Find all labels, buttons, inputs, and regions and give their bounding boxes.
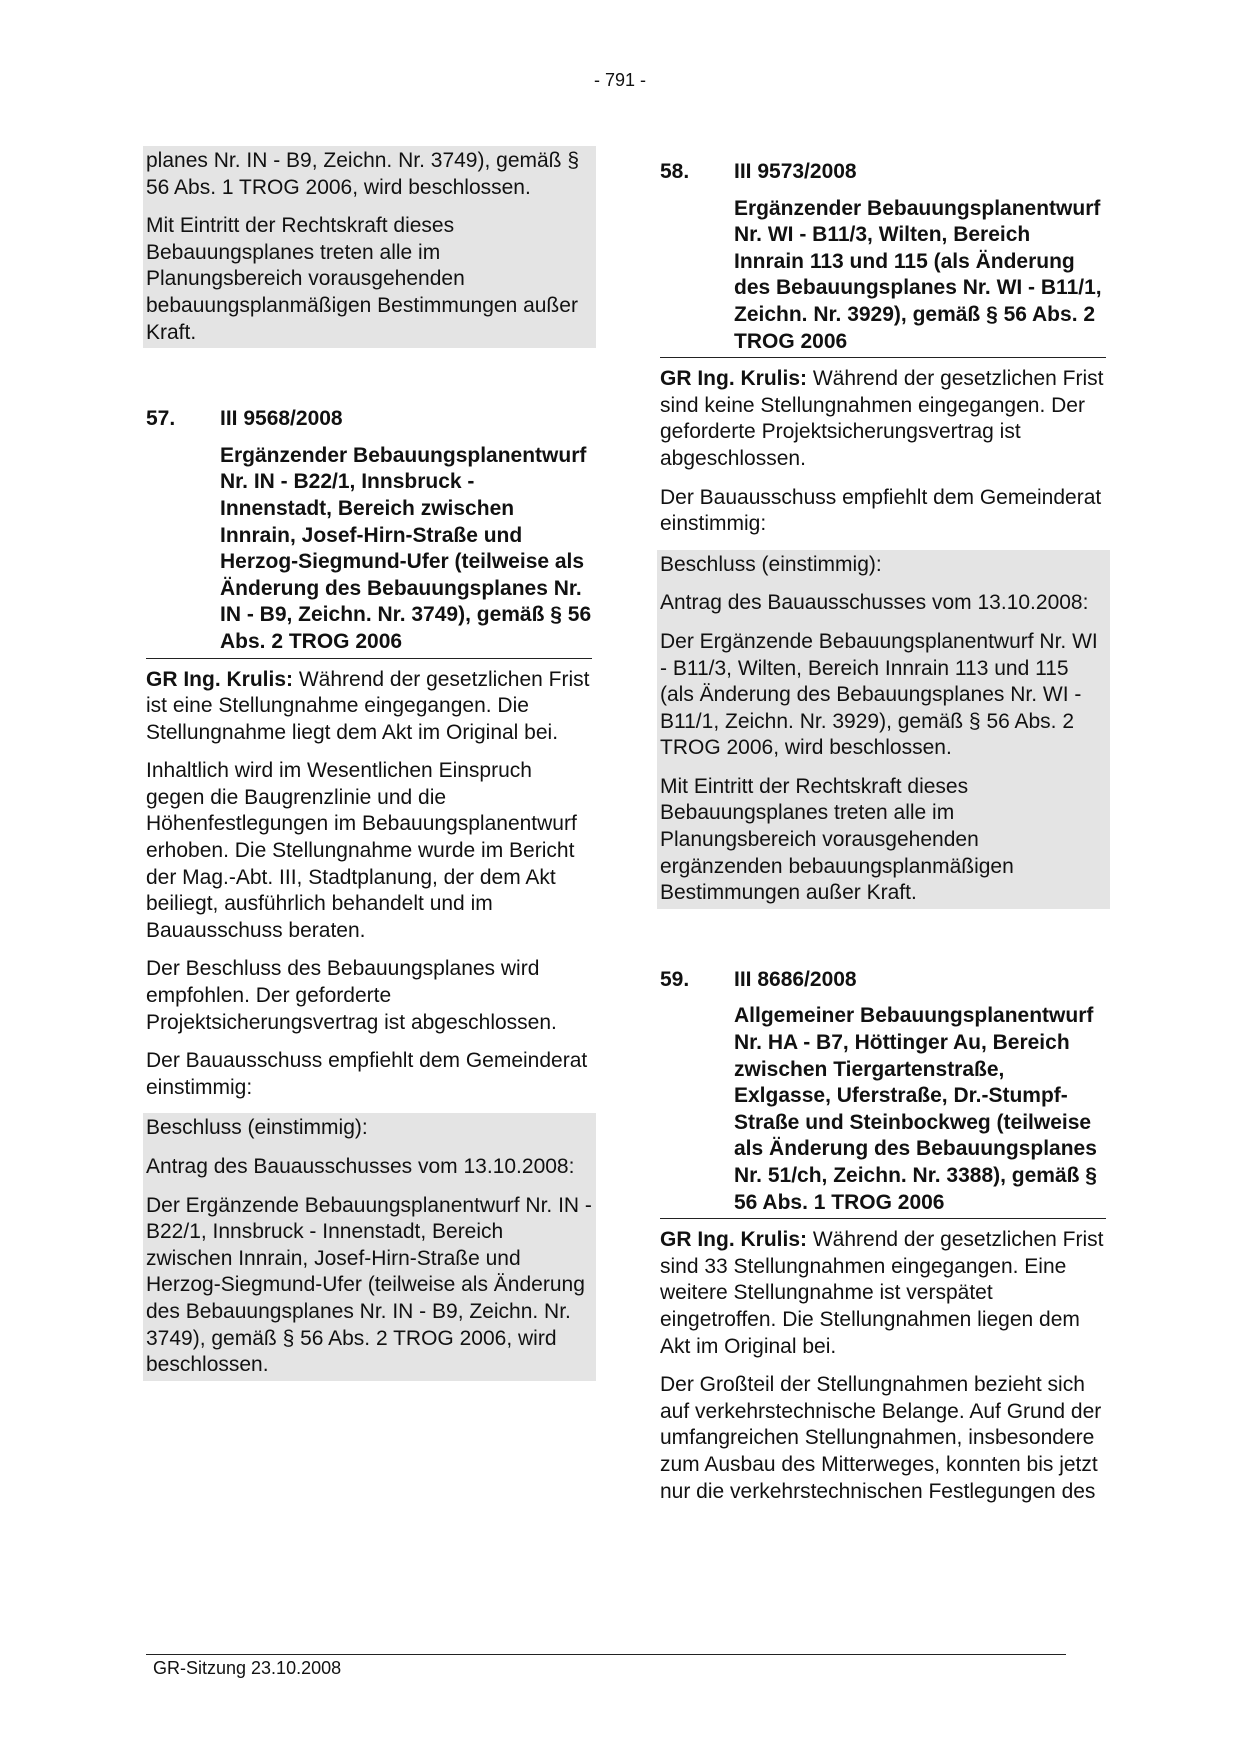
speaker-name: GR Ing. Krulis:	[660, 367, 807, 391]
motion-text: Antrag des Bauausschusses vom 13.10.2008:	[146, 1155, 575, 1178]
item-number: 57.	[146, 407, 176, 431]
divider	[660, 357, 1106, 358]
resolution-label: Beschluss (einstimmig):	[146, 1116, 368, 1140]
divider	[146, 658, 592, 659]
item-number: 58.	[660, 160, 690, 183]
resolution-text: Der Ergänzende Bebauungsplanentwurf Nr. WI - B11/3, Wilten, Bereich Innrain 113 und 115 (als Änderung des Bebauungsplanes Nr. WI - B11/1, Zeichn. Nr. 3929), gemäß § 56 Abs. 2 TROG 2006, wird beschlossen.	[660, 629, 1098, 760]
footer-session-date: GR-Sitzung 23.10.2008	[153, 1658, 342, 1678]
speaker-name: GR Ing. Krulis:	[146, 667, 293, 691]
speaker-paragraph	[146, 667, 592, 747]
speaker-text: Während der gesetzlichen Frist sind 33 Stellungnahmen eingegangen. Eine weitere Stellungnahme ist verspätet eingetroffen. Die Stellungnahmen liegen dem Akt im Original bei.	[660, 1228, 1104, 1358]
paragraph: Der Großteil der Stellungnahmen bezieht sich auf verkehrstechnische Belange. Auf Grund der umfangreichen Stellungnahmen, insbesondere zum Ausbau des Mitterweges, konnten bis jetzt nur die verkehrstechnischen Festlegungen des	[660, 1373, 1102, 1503]
item-number: 59.	[660, 967, 690, 991]
item-58-header	[660, 159, 1106, 186]
item-58-title: Ergänzender Bebauungsplanentwurf Nr. WI - B11/3, Wilten, Bereich Innrain 113 und 115 (als Änderung des Bebauungsplanes Nr. WI - B11/1, Zeichn. Nr. 3929), gemäß § 56 Abs. 2 TROG 2006	[734, 196, 1102, 353]
carryover-paragraph: planes Nr. IN - B9, Zeichn. Nr. 3749), gemäß § 56 Abs. 1 TROG 2006, wird beschlossen.	[146, 149, 580, 199]
page-number: - 791 -	[593, 70, 647, 90]
item-59-title: Allgemeiner Bebauungsplanentwurf Nr. HA - B7, Höttinger Au, Bereich zwischen Tiergartenstraße, Exlgasse, Uferstraße, Dr.-Stumpf-Straße und Steinbockweg (teilweise als Änderung des Bebauungsplanes Nr. 51/ch, Zeichn. Nr. 3388), gemäß § 56 Abs. 1 TROG 2006	[734, 1004, 1097, 1214]
item-57-title: Ergänzender Bebauungsplanentwurf Nr. IN - B22/1, Innsbruck - Innenstadt, Bereich zwischen Innrain, Josef-Hirn-Straße und Herzog-Siegmund-Ufer (teilweise als Änderung des Bebauungsplanes Nr. IN - B9, Zeichn. Nr. 3749), gemäß § 56 Abs. 2 TROG 2006	[220, 443, 592, 653]
resolution-block-carryover	[143, 146, 596, 348]
motion-text: Antrag des Bauausschusses vom 13.10.2008:	[660, 591, 1089, 615]
divider	[660, 1218, 1106, 1219]
speaker-paragraph	[660, 366, 1106, 472]
resolution-block	[657, 550, 1110, 909]
paragraph: Der Bauausschuss empfiehlt dem Gemeinderat einstimmig:	[146, 1049, 588, 1099]
resolution-block	[143, 1113, 596, 1380]
footer-divider	[146, 1654, 1066, 1655]
resolution-label: Beschluss (einstimmig):	[660, 552, 882, 576]
resolution-text: Der Ergänzende Bebauungsplanentwurf Nr. IN - B22/1, Innsbruck - Innenstadt, Bereich zwischen Innrain, Josef-Hirn-Straße und Herzog-Siegmund-Ufer (teilweise als Änderung des Bebauungsplanes Nr. IN - B9, Zeichn. Nr. 3749), gemäß § 56 Abs. 2 TROG 2006, wird beschlossen.	[146, 1193, 592, 1377]
paragraph: Der Beschluss des Bebauungsplanes wird empfohlen. Der geforderte Projektsicherungsvertrag ist abgeschlossen.	[146, 957, 557, 1034]
carryover-paragraph: Mit Eintritt der Rechtskraft dieses Bebauungsplanes treten alle im Planungsbereich vorausgehenden bebauungsplanmäßigen Bestimmungen außer Kraft.	[146, 214, 578, 344]
paragraph: Inhaltlich wird im Wesentlichen Einspruch gegen die Baugrenzlinie und die Höhenfestlegungen im Bebauungsplanentwurf erhoben. Die Stellungnahme wurde im Bericht der Mag.-Abt. III, Stadtplanung, der dem Akt beiliegt, ausführlich behandelt und im Bauausschuss beraten.	[146, 759, 577, 942]
left-column	[146, 146, 592, 1381]
right-column	[660, 159, 1106, 1517]
speaker-paragraph	[660, 1227, 1106, 1360]
item-59-header	[660, 967, 1106, 994]
paragraph: Der Bauausschuss empfiehlt dem Gemeinderat einstimmig:	[660, 485, 1102, 536]
speaker-name: GR Ing. Krulis:	[660, 1228, 807, 1252]
item-reference: III 9568/2008	[220, 407, 343, 431]
item-57-header	[146, 406, 592, 433]
legal-effect-text: Mit Eintritt der Rechtskraft dieses Bebauungsplanes treten alle im Planungsbereich vorausgehenden ergänzenden bebauungsplanmäßigen Bestimmungen außer Kraft.	[660, 774, 1014, 905]
speaker-text: Während der gesetzlichen Frist sind keine Stellungnahmen eingegangen. Der geforderte Projektsicherungsvertrag ist abgeschlossen.	[660, 367, 1104, 470]
item-reference: III 9573/2008	[734, 160, 857, 183]
speaker-text: Während der gesetzlichen Frist ist eine Stellungnahme eingegangen. Die Stellungnahme liegt dem Akt im Original bei.	[146, 667, 590, 744]
item-reference: III 8686/2008	[734, 967, 857, 991]
